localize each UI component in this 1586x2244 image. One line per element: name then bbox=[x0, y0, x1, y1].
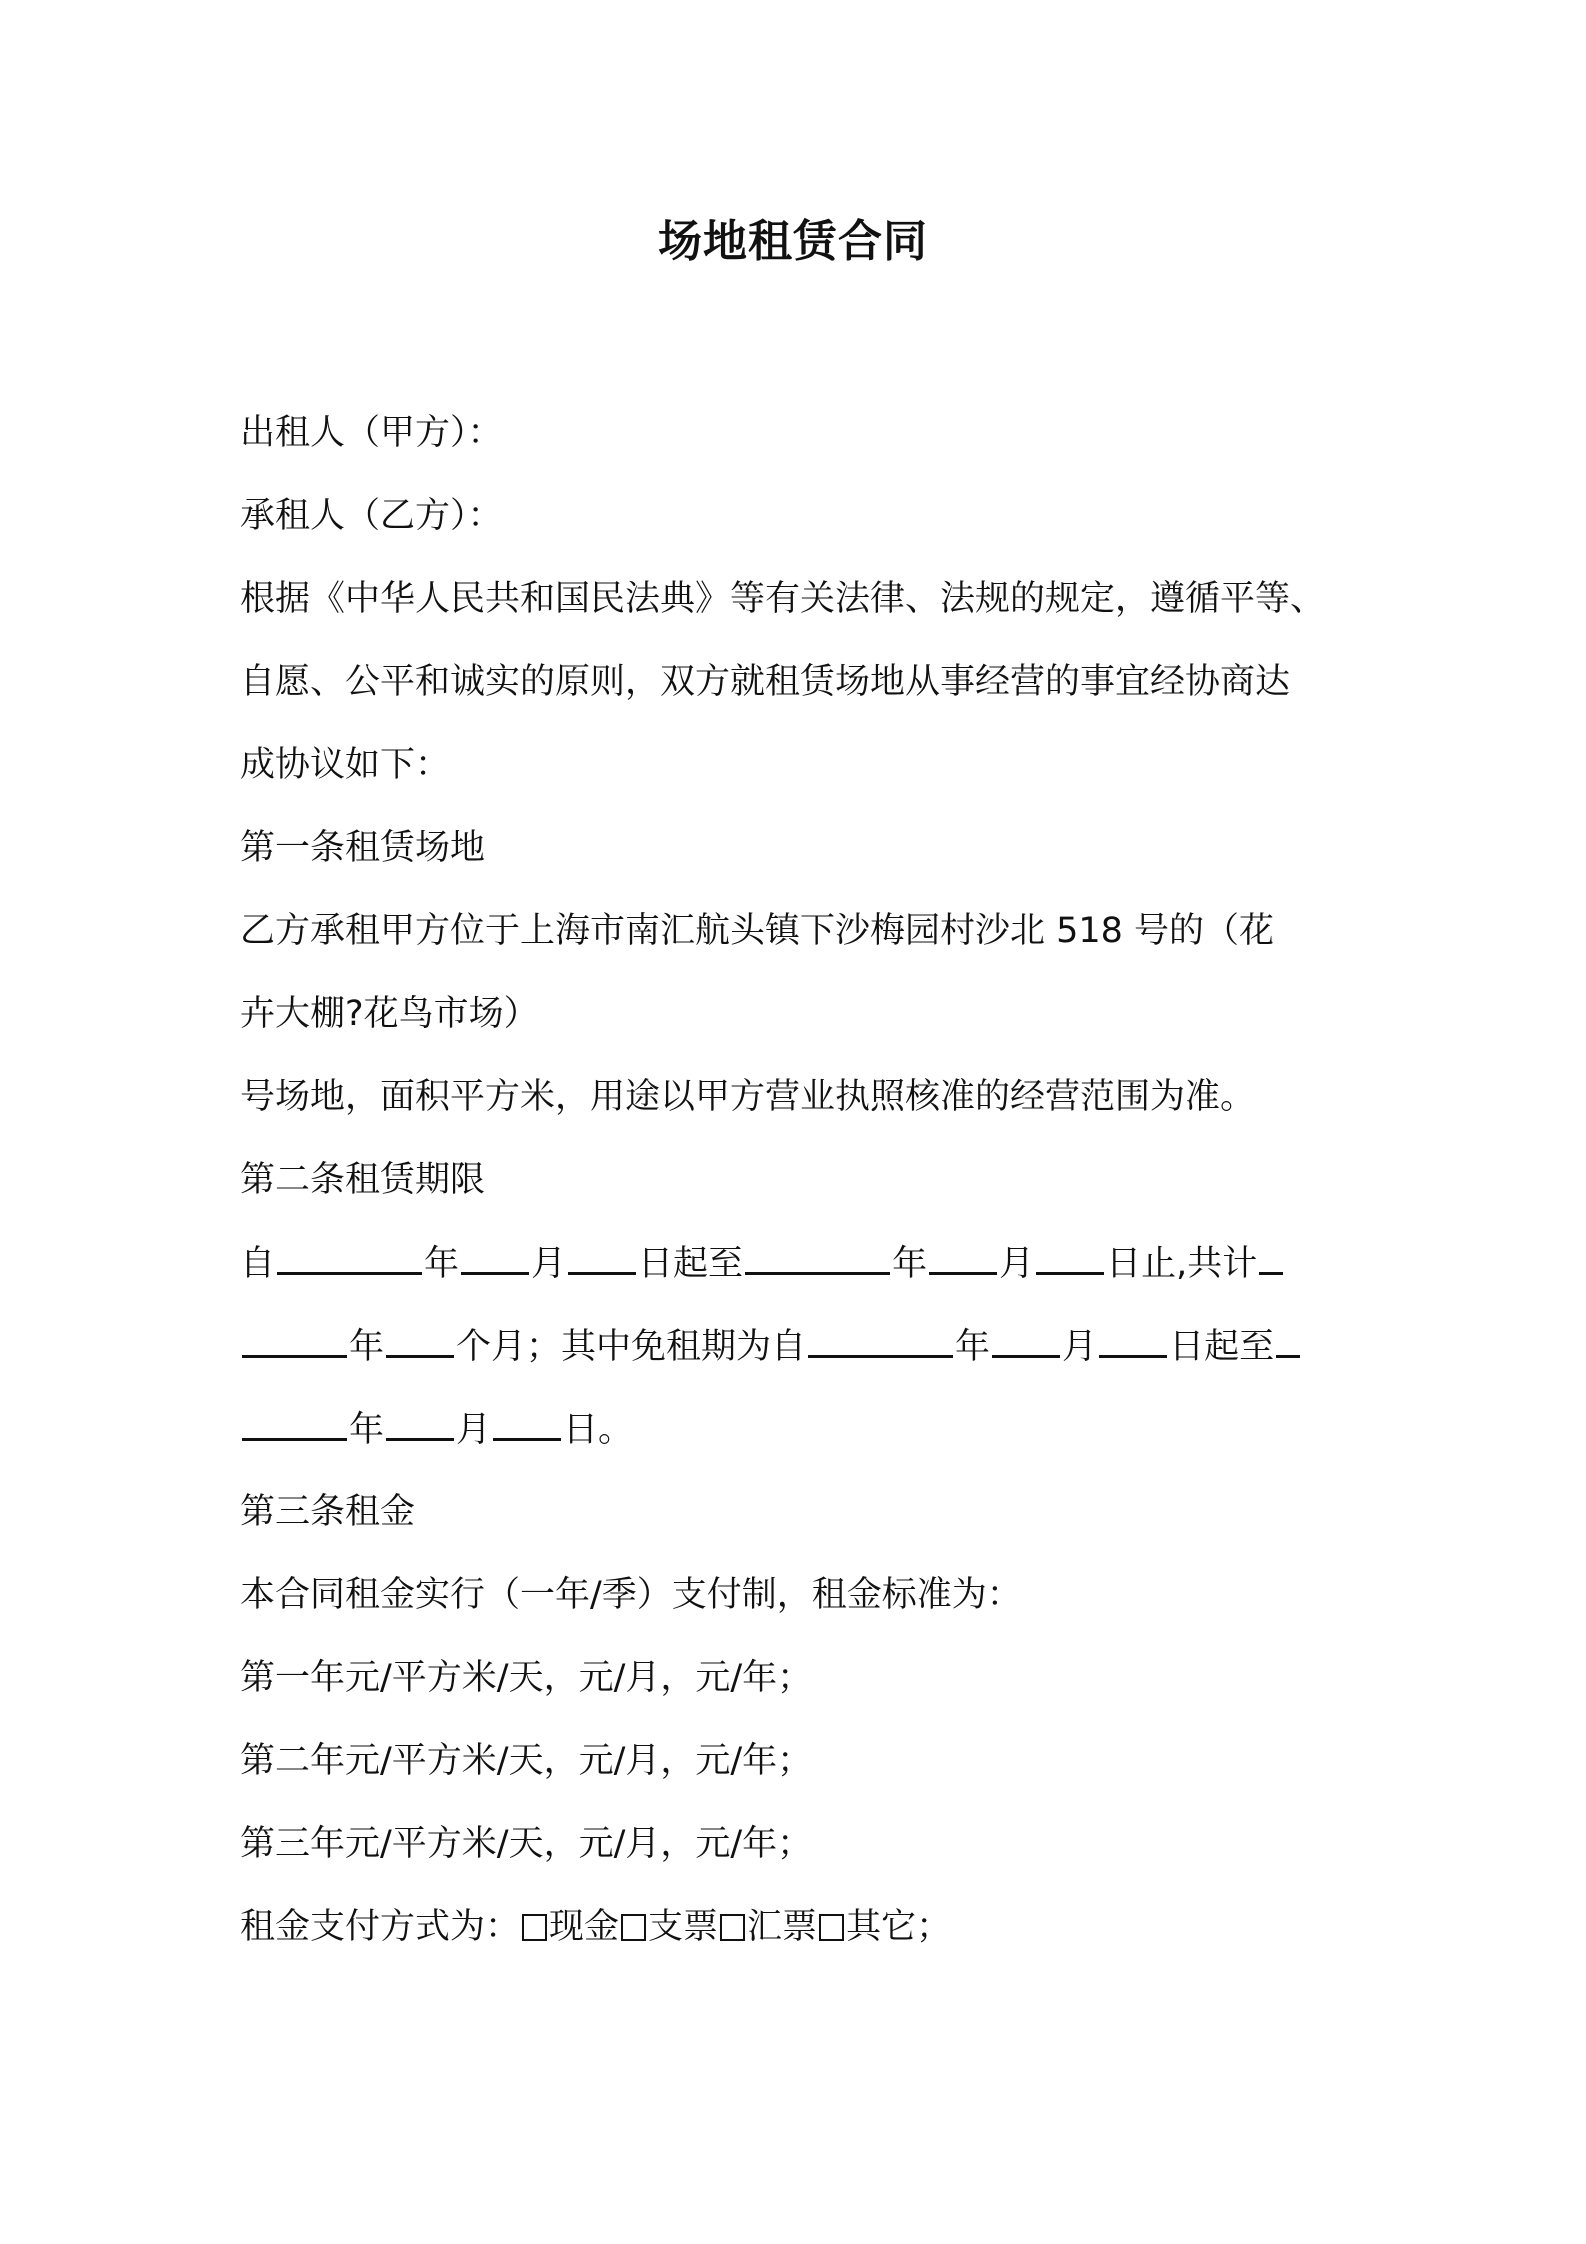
blank-field bbox=[568, 1238, 636, 1275]
checkbox-check[interactable] bbox=[621, 1914, 646, 1941]
text-segment: 月 bbox=[531, 1244, 567, 1284]
text-segment: 年 bbox=[424, 1244, 460, 1284]
lessee-line: 承租人（乙方）： bbox=[240, 496, 503, 536]
text-segment: 年 bbox=[892, 1244, 928, 1284]
blank-field bbox=[242, 1321, 347, 1358]
blank-field bbox=[929, 1238, 997, 1275]
lessor-line: 出租人（甲方）： bbox=[240, 413, 503, 453]
text-segment: 月 bbox=[999, 1244, 1035, 1284]
blank-field bbox=[493, 1404, 561, 1441]
blank-field bbox=[277, 1238, 422, 1275]
blank-field bbox=[992, 1321, 1060, 1358]
text-segment: 年 bbox=[349, 1327, 385, 1367]
blank-field bbox=[386, 1404, 454, 1441]
blank-field bbox=[386, 1321, 454, 1358]
checkbox-other[interactable] bbox=[819, 1914, 844, 1941]
article3-intro: 本合同租金实行（一年/季）支付制，租金标准为： bbox=[240, 1575, 1022, 1615]
text-segment: 自 bbox=[240, 1244, 276, 1284]
payment-method-line bbox=[240, 1902, 951, 1952]
text-segment: 月 bbox=[456, 1410, 492, 1450]
blank-field bbox=[461, 1238, 529, 1275]
checkbox-draft[interactable] bbox=[720, 1914, 745, 1941]
intro-line-1: 根据《中华人民共和国民法典》等有关法律、法规的规定，遵循平等、 bbox=[240, 579, 1326, 619]
text-segment: 年 bbox=[349, 1410, 385, 1450]
blank-field bbox=[1099, 1321, 1167, 1358]
payment-option-label: 汇票 bbox=[747, 1907, 818, 1947]
article2-heading: 第二条租赁期限 bbox=[240, 1160, 486, 1200]
rent-year-3: 第三年元/平方米/天，元/月，元/年； bbox=[240, 1824, 813, 1864]
text-segment: 月 bbox=[1062, 1327, 1098, 1367]
intro-line-3: 成协议如下： bbox=[240, 745, 451, 785]
blank-field bbox=[1276, 1321, 1300, 1358]
text-segment: 年 bbox=[955, 1327, 991, 1367]
article1-line-1: 乙方承租甲方位于上海市南汇航头镇下沙梅园村沙北 518 号的（花 bbox=[240, 911, 1275, 951]
blank-field bbox=[808, 1321, 953, 1358]
rent-year-2: 第二年元/平方米/天，元/月，元/年； bbox=[240, 1741, 813, 1781]
article1-heading: 第一条租赁场地 bbox=[240, 828, 486, 868]
text-segment: 日起至 bbox=[638, 1244, 744, 1284]
intro-line-2: 自愿、公平和诚实的原则，双方就租赁场地从事经营的事宜经协商达 bbox=[240, 662, 1291, 702]
text-segment: 日。 bbox=[563, 1410, 634, 1450]
payment-option-label: 其它； bbox=[846, 1907, 952, 1947]
article2-term-line-3 bbox=[240, 1404, 633, 1454]
article1-line-2: 卉大棚?花鸟市场） bbox=[240, 994, 539, 1034]
article1-line-3: 号场地，面积平方米，用途以甲方营业执照核准的经营范围为准。 bbox=[240, 1077, 1256, 1117]
blank-field bbox=[745, 1238, 890, 1275]
rent-year-1: 第一年元/平方米/天，元/月，元/年； bbox=[240, 1658, 813, 1698]
article2-term-line-1 bbox=[240, 1238, 1285, 1288]
blank-field bbox=[1036, 1238, 1104, 1275]
article3-heading: 第三条租金 bbox=[240, 1492, 416, 1532]
document-title: 场地租赁合同 bbox=[658, 216, 928, 267]
payment-option-label: 现金 bbox=[549, 1907, 620, 1947]
payment-option-label: 支票 bbox=[648, 1907, 719, 1947]
text-segment: 日起至 bbox=[1169, 1327, 1275, 1367]
checkbox-cash[interactable] bbox=[522, 1914, 547, 1941]
text-segment: 日止,共计 bbox=[1106, 1244, 1258, 1284]
text-segment: 个月；其中免租期为自 bbox=[456, 1327, 807, 1367]
article2-term-line-2 bbox=[240, 1321, 1302, 1371]
payment-label: 租金支付方式为： bbox=[240, 1907, 521, 1947]
blank-field bbox=[1259, 1238, 1283, 1275]
blank-field bbox=[242, 1404, 347, 1441]
